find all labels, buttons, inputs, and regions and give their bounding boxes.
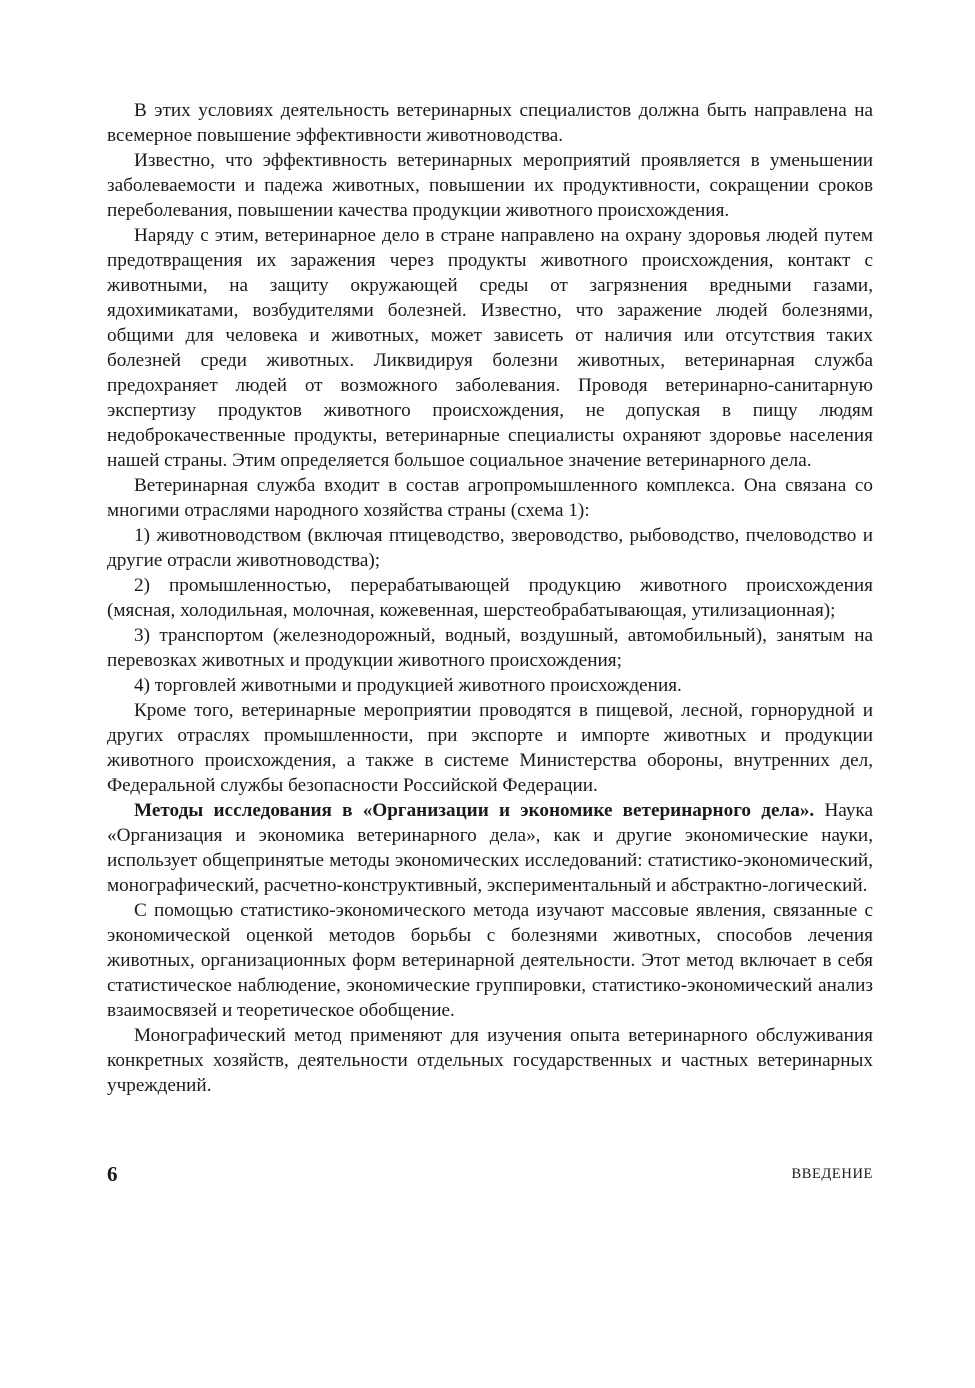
paragraph-4: Ветеринарная служба входит в состав агропромышленного комплекса. Она связана со многими отраслями народного хозяйства страны (схема 1): bbox=[107, 475, 873, 521]
page-footer bbox=[107, 1162, 873, 1192]
list-item-2: 2) промышленностью, перерабатывающей продукцию животного происхождения (мясная, холодильная, молочная, кожевенная, шерстеобрабатывающая, утилизационная); bbox=[107, 575, 873, 621]
methods-heading: Методы исследования в «Организации и экономике ветеринарного дела». bbox=[134, 800, 815, 821]
paragraph-1: В этих условиях деятельность ветеринарных специалистов должна быть направлена на всемерное повышение эффективности животноводства. bbox=[107, 100, 873, 146]
methods-text: Наука «Организация и экономика ветеринарного дела», как и другие экономические науки, использует общепринятые методы экономических исследований: статистико-экономический, монографический, расчетно-конструктивный, экспериментальный и абстрактно-логический. bbox=[107, 800, 873, 896]
list-item-4: 4) торговлей животными и продукцией животного происхождения. bbox=[134, 675, 682, 696]
running-head: ВВЕДЕНИЕ bbox=[791, 1166, 873, 1182]
paragraph-7: Монографический метод применяют для изучения опыта ветеринарного обслуживания конкретных хозяйств, деятельности отдельных государственных и частных ветеринарных учреждений. bbox=[107, 1025, 873, 1096]
paragraph-5: Кроме того, ветеринарные мероприятии проводятся в пищевой, лесной, горнорудной и других отраслях промышленности, при экспорте и импорте животных и продукции животного происхождения, а также в системе Министерства обороны, внутренних дел, Федеральной службы безопасности Российской Федерации. bbox=[107, 700, 873, 796]
paragraph-2: Известно, что эффективность ветеринарных мероприятий проявляется в уменьшении заболеваемости и падежа животных, повышении их продуктивности, сокращении сроков переболевания, повышении качества продукции животного происхождения. bbox=[107, 150, 873, 221]
paragraph-3: Наряду с этим, ветеринарное дело в стране направлено на охрану здоровья людей путем предотвращения их заражения через продукты животного происхождения, контакт с животными, на защиту окружающей среды от загрязнения вредными газами, ядохимикатами, возбудителями болезней. Известно, что заражение людей болезнями, общими для человека и животных, может зависеть от наличия или отсутствия таких болезней среди животных. Ликвидируя болезни животных, ветеринарная служба предохраняет людей от возможного заболевания. Проводя ветеринарно-санитарную экспертизу продуктов животного происхождения, не допуская в пищу людям недоброкачественные продукты, ветеринарные специалисты охраняют здоровье населения нашей страны. Этим определяется большое социальное значение ветеринарного дела. bbox=[107, 225, 873, 471]
page-number: 6 bbox=[107, 1162, 118, 1186]
list-item-1: 1) животноводством (включая птицеводство, звероводство, рыбоводство, пчеловодство и другие отрасли животноводства); bbox=[107, 525, 873, 571]
page-body bbox=[107, 98, 873, 1098]
list-item-3: 3) транспортом (железнодорожный, водный, воздушный, автомобильный), занятым на перевозках животных и продукции животного происхождения; bbox=[107, 625, 873, 671]
paragraph-methods bbox=[107, 798, 873, 898]
paragraph-6: С помощью статистико-экономического метода изучают массовые явления, связанные с экономической оценкой методов борьбы с болезнями животных, способов лечения животных, организационных форм ветеринарной деятельности. Этот метод включает в себя статистическое наблюдение, экономические группировки, статистико-экономический анализ взаимосвязей и теоретическое обобщение. bbox=[107, 900, 873, 1021]
